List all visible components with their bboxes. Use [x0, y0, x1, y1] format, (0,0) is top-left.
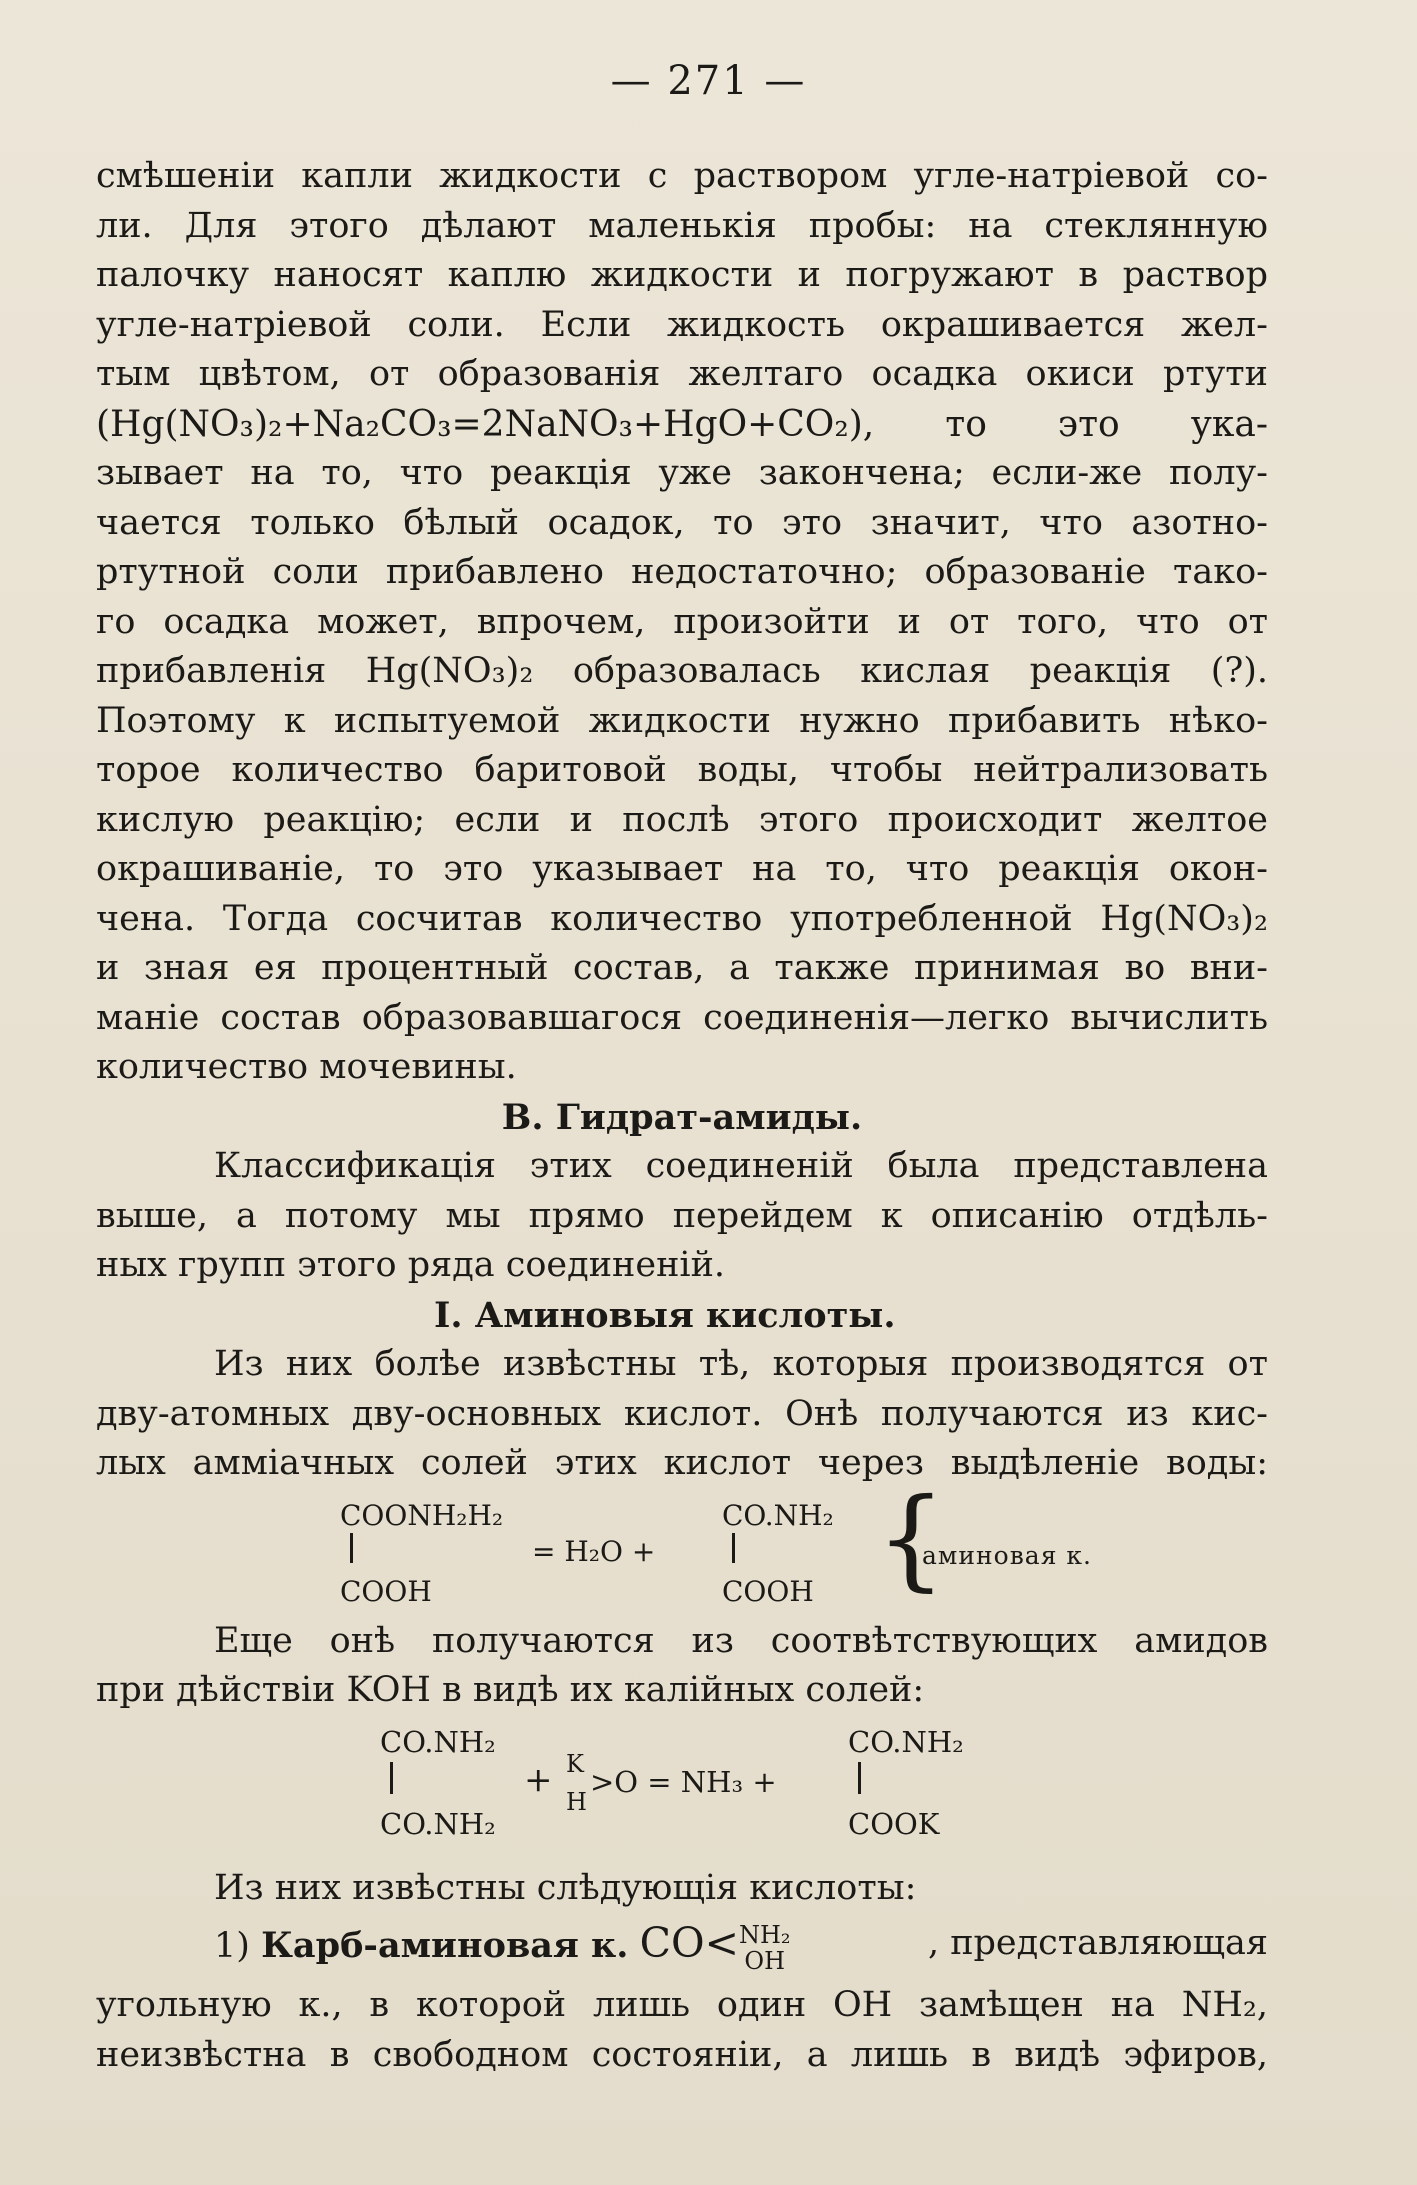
item-carbamic-acid	[96, 1913, 1268, 1981]
formula-middle: >O = NH₃ +	[590, 1764, 777, 1799]
formula-top-right: CO.NH₂	[722, 1498, 834, 1532]
section-heading-b: B. Гидрат-амиды.	[501, 1096, 863, 1138]
text-line: маніе состав образовавшагося соединенія—легко вычислить	[96, 997, 1268, 1038]
item-formula-fraction	[739, 1922, 791, 1974]
text-line: (Hg(NO₃)₂+Na₂CO₃=2NaNO₃+HgO+CO₂), то это ука-	[96, 403, 1268, 445]
text-line: угольную к., в которой лишь один OH замѣщен на NH₂,	[96, 1985, 1268, 2025]
formula-top-left: CO.NH₂	[380, 1724, 496, 1759]
paragraph-5: Из них извѣстны слѣдующія кислоты:	[214, 1867, 917, 1908]
item-formula-bottom: OH	[744, 1946, 786, 1975]
paragraph-6	[96, 1981, 1268, 2080]
formula-plus: +	[524, 1759, 553, 1800]
text-line: палочку наносят каплю жидкости и погружают в раствор	[96, 255, 1268, 295]
formula-koh-reaction	[96, 1716, 1268, 1864]
text-line: Классификація этих соединеній была представлена	[214, 1146, 1268, 1186]
formula-top-left: COONH₂H₂	[340, 1498, 504, 1532]
text-line: и зная ея процентный состав, а также принимая во вни-	[96, 948, 1268, 988]
formula-h: H	[566, 1787, 587, 1816]
formula-k: K	[566, 1749, 584, 1778]
text-line: выше, а потому мы прямо перейдем к описанію отдѣль-	[96, 1195, 1268, 1236]
bond-line	[350, 1533, 353, 1563]
text-line: прибавленія Hg(NO₃)₂ образовалась кислая реакція (?).	[96, 651, 1268, 691]
text-line: неизвѣстна в свободном состояніи, а лишь в видѣ эфиров,	[96, 2034, 1268, 2075]
text-line: количество мочевины.	[96, 1047, 517, 1087]
text-line: ртутной соли прибавлено недостаточно; образованіе тако-	[96, 552, 1268, 592]
formula-equals: = H₂O +	[532, 1534, 656, 1568]
page-text	[96, 152, 1268, 2080]
formula-bottom-right: COOH	[722, 1574, 814, 1608]
formula-bottom-left: COOH	[340, 1574, 432, 1608]
item-formula-top: NH₂	[738, 1920, 791, 1949]
formula-aminic-acid	[96, 1473, 1268, 1617]
text-line: ли. Для этого дѣлают маленькія пробы: на стеклянную	[96, 205, 1268, 246]
text-line: окрашиваніе, то это указывает на то, что реакція окон-	[96, 849, 1268, 889]
text-line: тым цвѣтом, от образованія желтаго осадка окиси ртути	[96, 354, 1268, 394]
text-line: при дѣйствіи KOH в видѣ их калійных солей:	[96, 1670, 925, 1710]
item-number: 1)	[214, 1926, 250, 1966]
section-heading-1: I. Аминовыя кислоты.	[434, 1294, 896, 1336]
text-line: кислую реакцію; если и послѣ этого происходит желтое	[96, 799, 1268, 840]
text-line: Еще онѣ получаются из соотвѣтствующих амидов	[214, 1620, 1268, 1661]
paragraph-2	[96, 1142, 1268, 1291]
text-line: чена. Тогда сосчитав количество употребленной Hg(NO₃)₂	[96, 898, 1268, 939]
paragraph-4	[96, 1617, 1268, 1716]
text-line: смѣшеніи капли жидкости с раствором угле-натріевой со-	[96, 156, 1268, 196]
text-line: Из них болѣе извѣстны тѣ, которыя производятся от	[214, 1344, 1268, 1384]
formula-bottom-left: CO.NH₂	[380, 1806, 496, 1841]
bond-line	[732, 1533, 735, 1563]
bond-line	[390, 1762, 393, 1794]
item-formula-co: CO<	[639, 1919, 739, 1967]
page-number: — 271 —	[610, 58, 807, 104]
paragraph-1	[96, 152, 1268, 1093]
curly-brace-icon: {	[876, 1473, 946, 1602]
formula-bottom-right: COOK	[848, 1806, 940, 1841]
text-line: го осадка может, впрочем, произойти и от того, что от	[96, 601, 1268, 642]
text-line: торое количество баритовой воды, чтобы нейтрализовать	[96, 750, 1268, 790]
text-line: угле-натріевой соли. Если жидкость окрашивается жел-	[96, 304, 1268, 345]
text-line: ных групп этого ряда соединеній.	[96, 1245, 726, 1285]
text-line: чается только бѣлый осадок, то это значит, что азотно-	[96, 502, 1268, 543]
item-name: Карб-аминовая к.	[261, 1925, 629, 1966]
paragraph-3	[96, 1340, 1268, 1489]
text-line: лых амміачных солей этих кислот через выдѣленіе воды:	[96, 1443, 1268, 1483]
text-line: зывает на то, что реакція уже закончена; если-же полу-	[96, 453, 1268, 493]
formula-label: аминовая к.	[922, 1540, 1092, 1570]
formula-top-right: CO.NH₂	[848, 1724, 964, 1759]
item-rest: , представляющая	[927, 1923, 1268, 1963]
text-line: дву-атомных дву-основных кислот. Онѣ получаются из кис-	[96, 1393, 1268, 1434]
text-line: Поэтому к испытуемой жидкости нужно прибавить нѣко-	[96, 700, 1268, 741]
bond-line	[858, 1762, 861, 1794]
